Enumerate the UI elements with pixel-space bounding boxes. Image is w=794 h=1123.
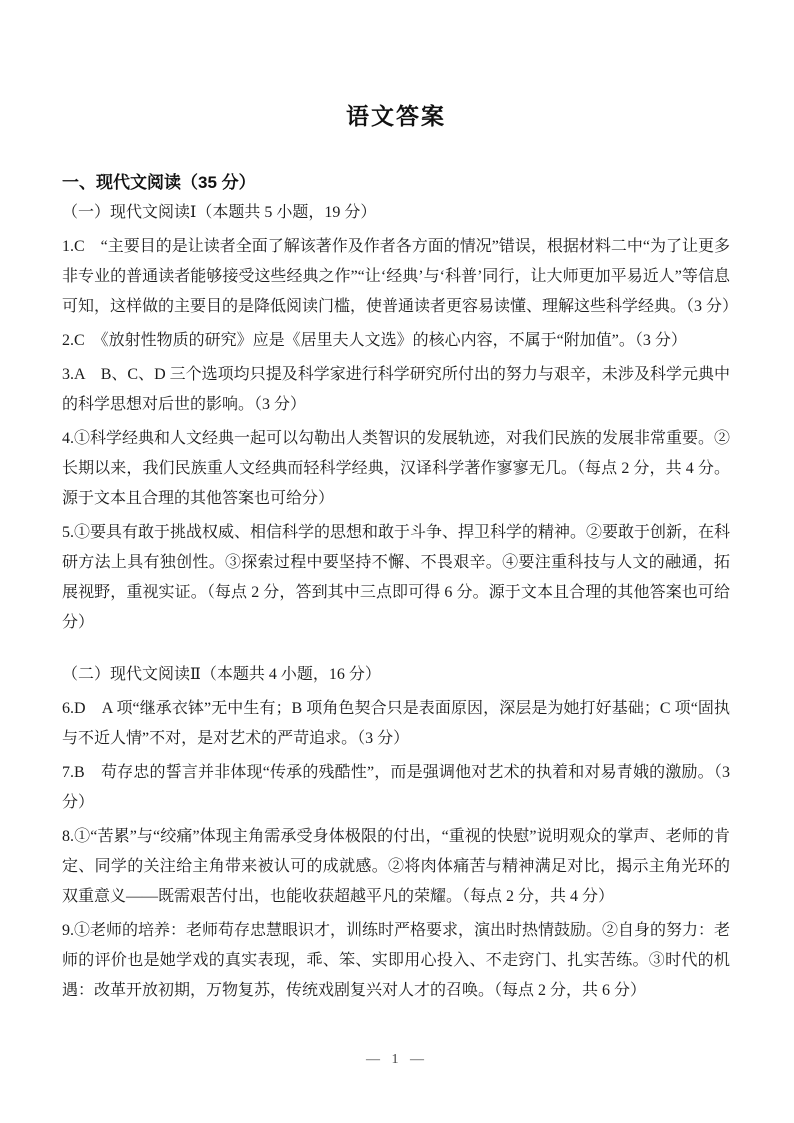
subsection-heading: （一）现代文阅读Ⅰ（本题共 5 小题，19 分） (62, 204, 377, 221)
answer-paragraph: 2.C 《放射性物质的研究》应是《居里夫人文选》的核心内容，不属于“附加值”。（3 分） (62, 332, 687, 349)
answer-paragraph: 7.B 苟存忠的誓言并非体现“传承的残酷性”，而是强调他对艺术的执着和对易青娥的激励。（3 分） (62, 764, 730, 811)
blank-line (62, 638, 730, 660)
answer-paragraph: 5.①要具有敢于挑战权威、相信科学的思想和敢于斗争、捍卫科学的精神。②要敢于创新，在科研方法上具有独创性。③探索过程中要坚持不懈、不畏艰辛。④要注重科技与人文的融通，拓展视野，重视实证。（每点 2 分，答到其中三点即可得 6 分。源于文本且合理的其他答案也可给分） (62, 524, 731, 631)
subsection-heading: （二）现代文阅读Ⅱ（本题共 4 小题，16 分） (62, 666, 381, 683)
document-body (62, 168, 739, 1006)
section-heading: 一、现代文阅读（35 分） (62, 173, 256, 192)
answer-paragraph: 1.C “主要目的是让读者全面了解该著作及作者各方面的情况”错误，根据材料二中“为了让更多非专业的普通读者能够接受这些经典之作”“让‘经典’与‘科普’同行，让大师更加平易近人”等信息可知，这样做的主要目的是降低阅读门槛，使普通读者更容易读懂、理解这些科学经典。（3 分） (62, 238, 739, 315)
page-number: — 1 — (366, 1052, 428, 1067)
answer-paragraph: 4.①科学经典和人文经典一起可以勾勒出人类智识的发展轨迹，对我们民族的发展非常重要。②长期以来，我们民族重人文经典而轻科学经典，汉译科学著作寥寥无几。（每点 2 分，共 4 分。源于文本且合理的其他答案也可给分） (62, 430, 731, 507)
answer-paragraph: 9.①老师的培养：老师苟存忠慧眼识才，训练时严格要求，演出时热情鼓励。②自身的努力：老师的评价也是她学戏的真实表现，乖、笨、实即用心投入、不走窍门、扎实苦练。③时代的机遇：改革开放初期，万物复苏，传统戏剧复兴对人才的召唤。（每点 2 分，共 6 分） (62, 922, 731, 999)
answer-paragraph: 3.A B、C、D 三个选项均只提及科学家进行科学研究所付出的努力与艰辛，未涉及科学元典中的科学思想对后世的影响。（3 分） (62, 366, 730, 413)
document-content (62, 100, 739, 1006)
answer-paragraph: 8.①“苦累”与“绞痛”体现主角需承受身体极限的付出，“重视的快慰”说明观众的掌声、老师的肯定、同学的关注给主角带来被认可的成就感。②将肉体痛苦与精神满足对比，揭示主角光环的双重意义——既需艰苦付出，也能收获超越平凡的荣耀。（每点 2 分，共 4 分） (62, 828, 730, 905)
answer-paragraph: 6.D A 项“继承衣钵”无中生有；B 项角色契合只是表面原因，深层是为她打好基础；C 项“固执与不近人情”不对，是对艺术的严苛追求。（3 分） (62, 700, 730, 747)
page-title: 语文答案 (346, 103, 446, 129)
